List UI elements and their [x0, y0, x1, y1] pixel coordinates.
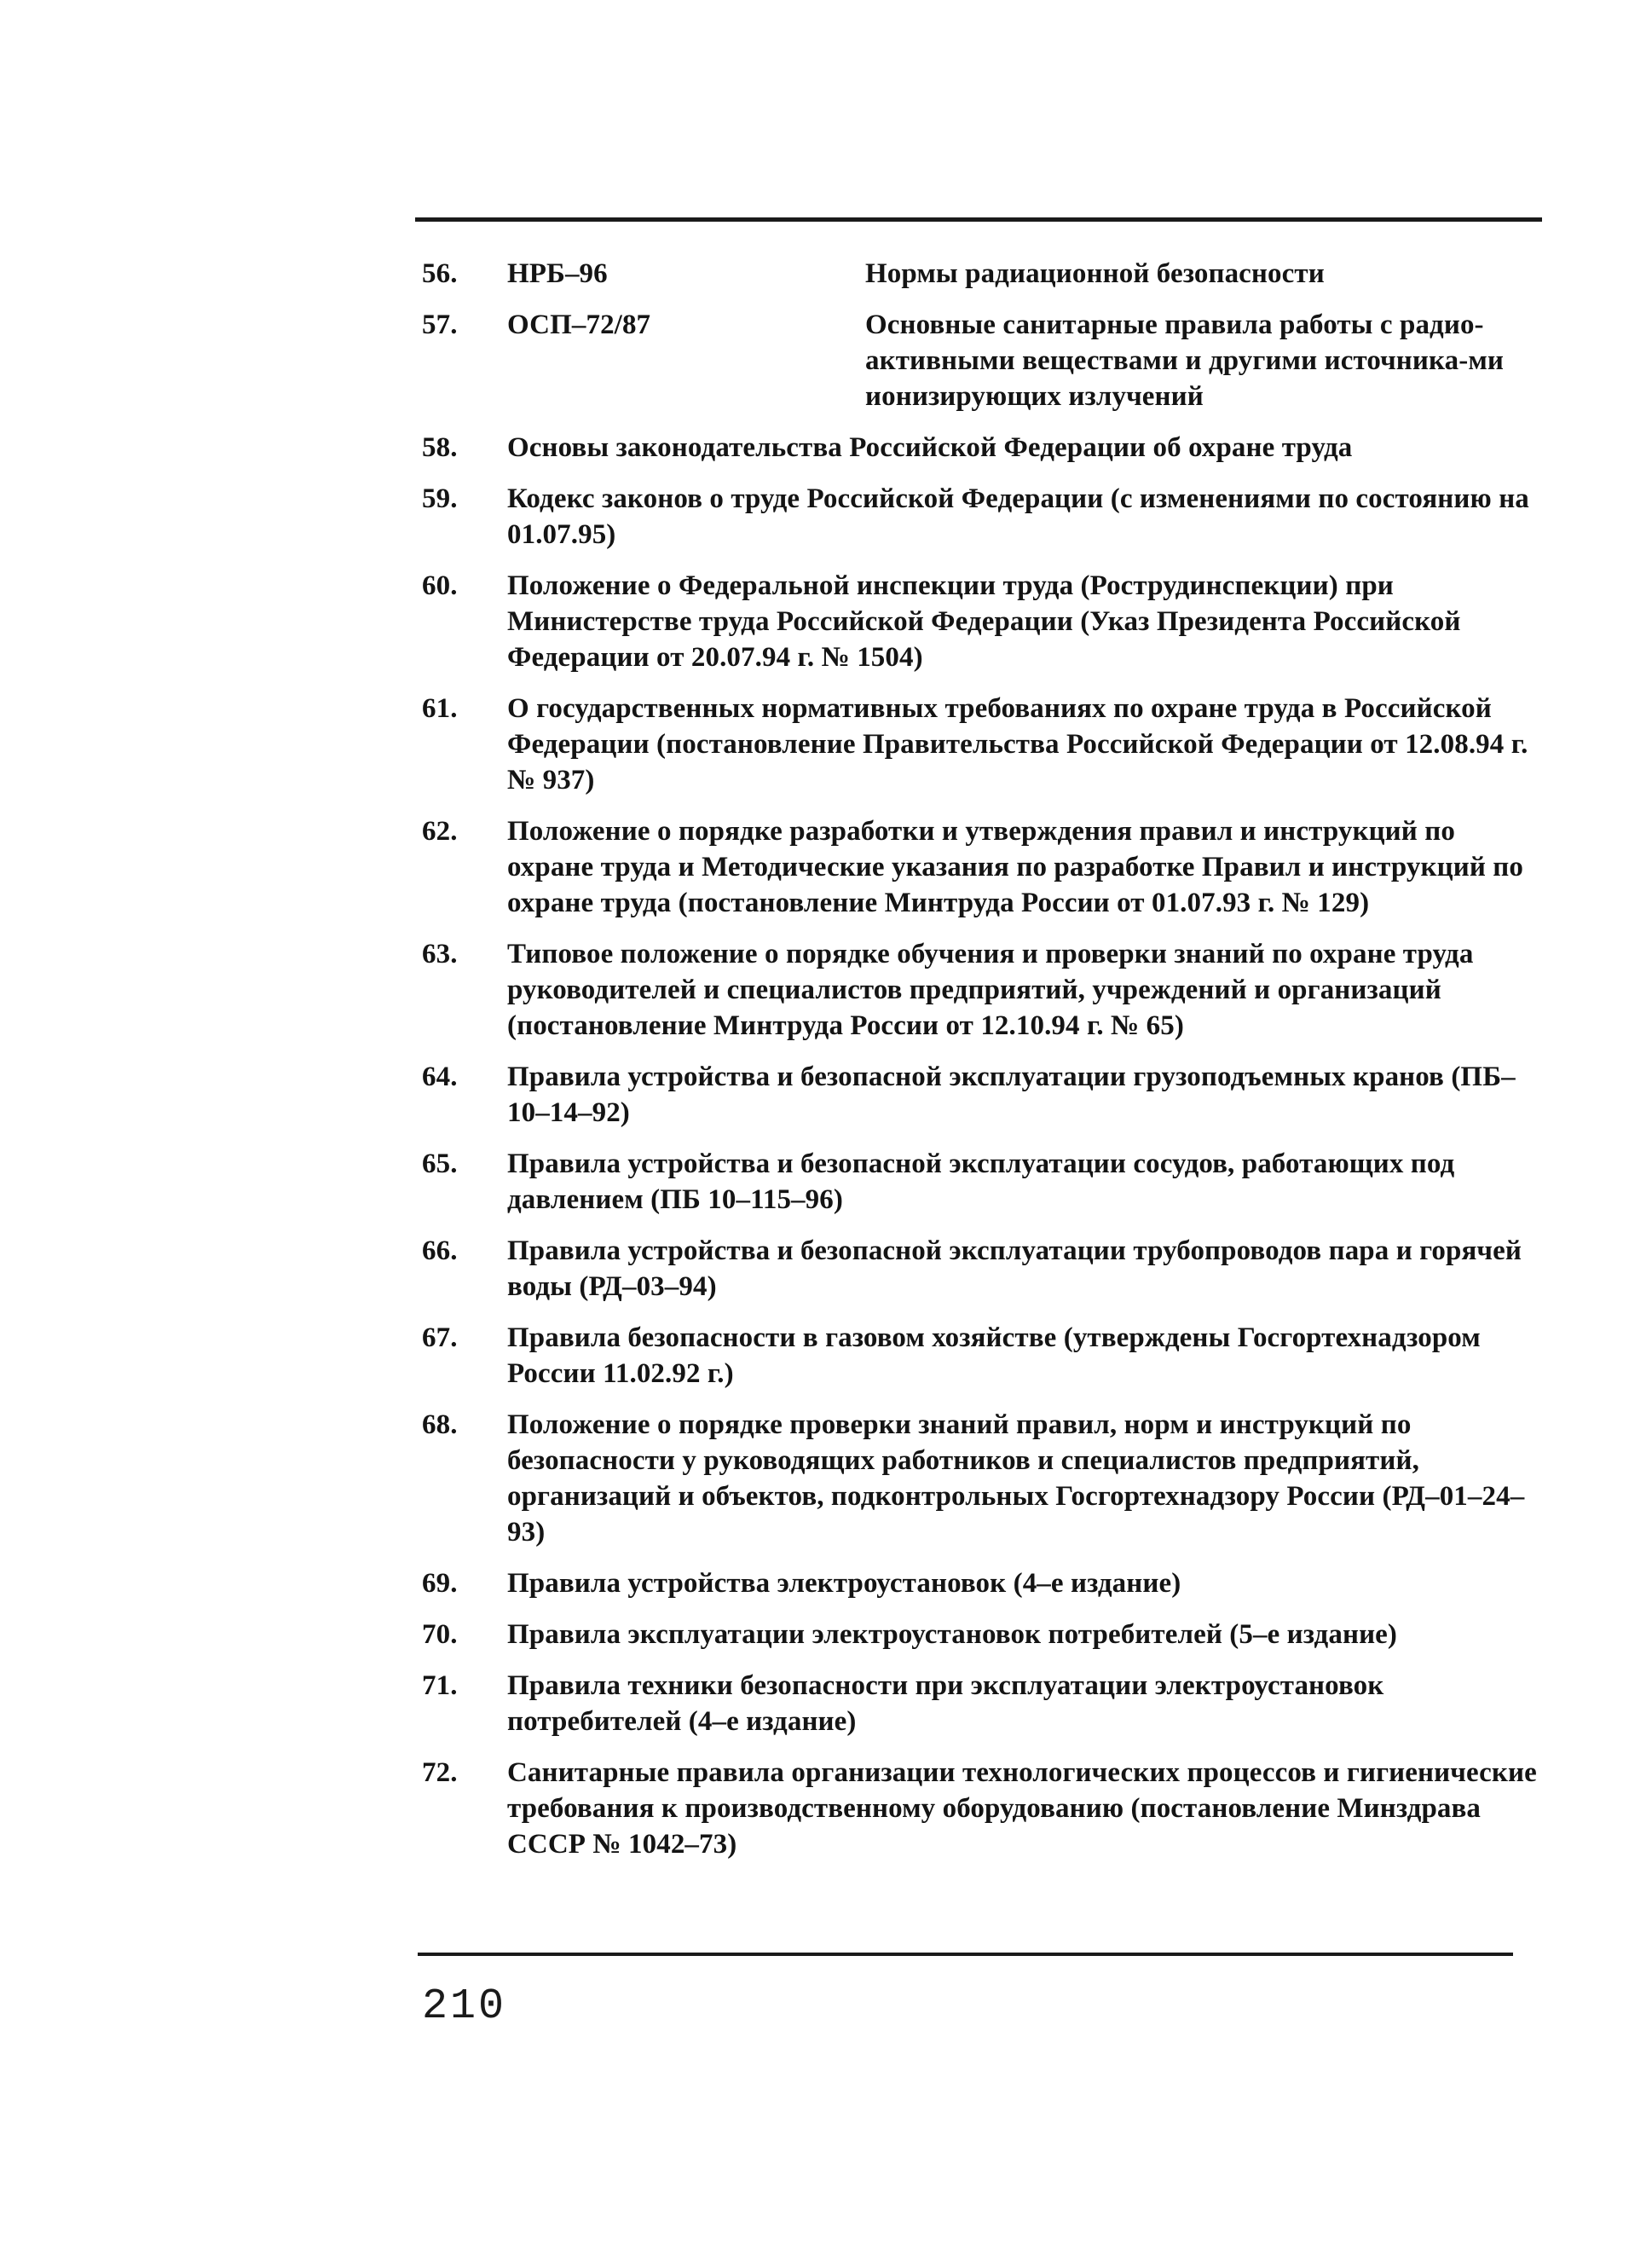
top-rule [415, 217, 1542, 222]
item-description: Основные санитарные правила работы с радио-активными веществами и другими источника-ми ионизирующих излучений [865, 310, 1505, 412]
list-item [422, 1320, 1547, 1392]
item-text: О государственных нормативных требованиях по охране труда в Российской Федерации (постановление Правительства Российской Федерации от 12.08.94 г. № 937) [507, 693, 1528, 796]
item-number: 61. [422, 693, 458, 724]
item-text: Типовое положение о порядке обучения и проверки знаний по охране труда руководителей и специалистов предприятий, учреждений и организаций (постановление Минтруда России от 12.10.94 г. № 65) [507, 939, 1474, 1041]
item-text: Правила устройства и безопасной эксплуатации грузоподъемных кранов (ПБ–10–14–92) [507, 1062, 1516, 1128]
item-number: 68. [422, 1409, 458, 1440]
list-item [422, 1146, 1547, 1218]
item-number: 58. [422, 432, 458, 463]
item-number: 63. [422, 939, 458, 969]
list-item [422, 1233, 1547, 1305]
item-number: 59. [422, 483, 458, 514]
list-item [422, 1565, 1547, 1601]
item-number: 57. [422, 310, 458, 340]
bottom-rule [418, 1953, 1513, 1956]
item-number: 70. [422, 1619, 458, 1650]
list-item [422, 1617, 1547, 1652]
list-item [422, 307, 1547, 414]
item-code: ОСП–72/87 [507, 310, 651, 340]
list-item [422, 430, 1547, 466]
item-number: 65. [422, 1149, 458, 1179]
item-code: НРБ–96 [507, 258, 608, 289]
item-text: Правила техники безопасности при эксплуатации электроустановок потребителей (4–е издание) [507, 1670, 1384, 1737]
item-number: 64. [422, 1062, 458, 1092]
item-number: 69. [422, 1568, 458, 1599]
list-item [422, 936, 1547, 1044]
list-item [422, 256, 1547, 292]
item-text: Положение о порядке проверки знаний правил, норм и инструкций по безопасности у руководящих работников и специалистов предприятий, организаций и объектов, подконтрольных Госгортехнадзору России (РД–01–24–93) [507, 1409, 1525, 1548]
list-item [422, 481, 1547, 553]
list-item [422, 1407, 1547, 1550]
item-text: Правила устройства и безопасной эксплуатации сосудов, работающих под давлением (ПБ 10–115–96) [507, 1149, 1455, 1215]
list-item [422, 1059, 1547, 1131]
item-text: Кодекс законов о труде Российской Федерации (с изменениями по состоянию на 01.07.95) [507, 483, 1529, 550]
reference-list [422, 256, 1547, 1862]
item-number: 67. [422, 1322, 458, 1353]
item-number: 60. [422, 570, 458, 601]
list-item [422, 568, 1547, 675]
list-item [422, 1755, 1547, 1862]
item-text: Санитарные правила организации технологических процессов и гигиенические требования к производственному оборудованию (постановление Минздрава СССР № 1042–73) [507, 1757, 1537, 1860]
item-text: Положение о порядке разработки и утверждения правил и инструкций по охране труда и Методические указания по разработке Правил и инструкций по охране труда (постановление Минтруда России от 01.07.93 г. № 129) [507, 816, 1523, 918]
item-number: 62. [422, 816, 458, 847]
item-number: 66. [422, 1235, 458, 1266]
list-item [422, 1668, 1547, 1739]
item-text: Положение о Федеральной инспекции труда (Рострудинспекции) при Министерстве труда Российской Федерации (Указ Президента Российской Федерации от 20.07.94 г. № 1504) [507, 570, 1461, 673]
item-text: Основы законодательства Российской Федерации об охране труда [507, 432, 1353, 463]
item-number: 56. [422, 258, 458, 289]
item-number: 72. [422, 1757, 458, 1788]
item-text: Правила эксплуатации электроустановок потребителей (5–е издание) [507, 1619, 1398, 1650]
item-text: Правила безопасности в газовом хозяйстве (утверждены Госгортехнадзором России 11.02.92 г.) [507, 1322, 1481, 1389]
item-number: 71. [422, 1670, 458, 1701]
item-description: Нормы радиационной безопасности [865, 258, 1325, 289]
page-number: 210 [422, 1982, 507, 2031]
item-text: Правила устройства и безопасной эксплуатации трубопроводов пара и горячей воды (РД–03–94) [507, 1235, 1522, 1302]
item-text: Правила устройства электроустановок (4–е издание) [507, 1568, 1181, 1599]
list-item [422, 691, 1547, 798]
list-item [422, 813, 1547, 921]
